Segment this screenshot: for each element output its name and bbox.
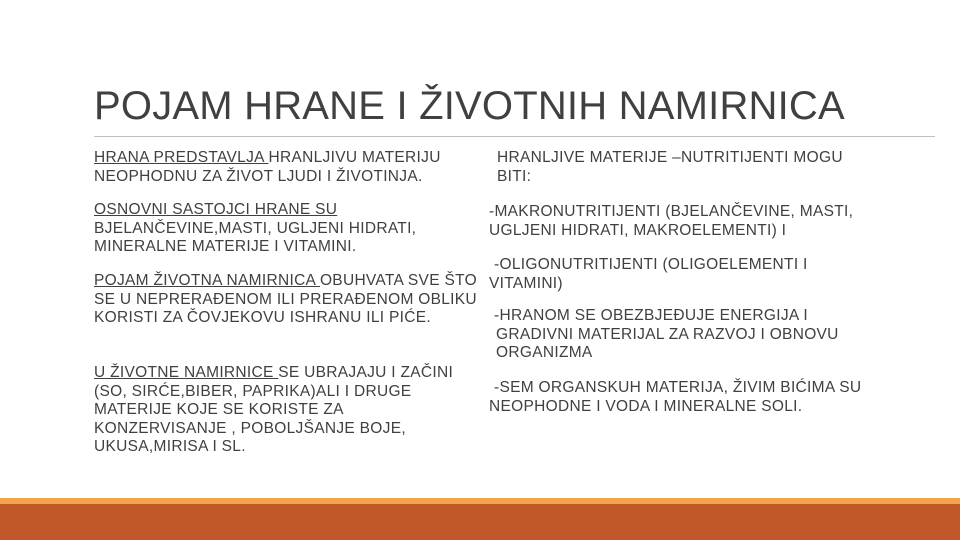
- term-zivotne-namirnice: U ŽIVOTNE NAMIRNICE: [94, 364, 279, 381]
- right-intro: HRANLJIVE MATERIJE –NUTRITIJENTI MOGU BITI:: [497, 149, 843, 185]
- title-divider: [94, 136, 935, 137]
- footer-bar: [0, 504, 960, 540]
- right-energy: -HRANOM SE OBEZBJEĐUJE ENERGIJA I GRADIVNI MATERIJAL ZA RAZVOJ I OBNOVU ORGANIZMA: [494, 307, 839, 361]
- term-hrana: HRANA PREDSTAVLJA: [94, 149, 269, 166]
- left-paragraph-4: [94, 364, 479, 457]
- left-paragraph-1: [94, 149, 474, 186]
- slide-title: POJAM HRANE I ŽIVOTNIH NAMIRNICA: [94, 84, 845, 128]
- term-namirnica: POJAM ŽIVOTNA NAMIRNICA: [94, 272, 320, 289]
- definition-hrana: HRANLJIVU MATERIJU NEOPHODNU ZA ŽIVOT LJUDI I ŽIVOTINJA.: [94, 149, 441, 185]
- right-water-minerals: -SEM ORGANSKUH MATERIJA, ŽIVIM BIĆIMA SU NEOPHODNE I VODA I MINERALNE SOLI.: [489, 379, 862, 415]
- term-sastojci: OSNOVNI SASTOJCI HRANE SU: [94, 201, 338, 218]
- right-micronutrients: -OLIGONUTRITIJENTI (OLIGOELEMENTI I VITAMINI): [489, 256, 808, 292]
- left-paragraph-2: [94, 201, 464, 257]
- definition-zivotne-namirnice: SE UBRAJAJU I ZAČINI (SO, SIRĆE,BIBER, PAPRIKA)ALI I DRUGE MATERIJE KOJE SE KORISTE ZA KONZERVISANJE , POBOLJŠANJE BOJE, UKUSA,MIRISA I SL.: [94, 364, 454, 455]
- left-paragraph-3: [94, 272, 479, 328]
- definition-namirnica: OBUHVATA SVE ŠTO SE U NEPRERAĐENOM ILI PRERAĐENOM OBLIKU KORISTI ZA ČOVJEKOVU ISHRANU ILI PIĆE.: [94, 272, 477, 326]
- definition-sastojci: BJELANČEVINE,MASTI, UGLJENI HIDRATI, MINERALNE MATERIJE I VITAMINI.: [94, 219, 417, 255]
- right-macronutrients: -MAKRONUTRITIJENTI (BJELANČEVINE, MASTI, UGLJENI HIDRATI, MAKROELEMENTI) I: [489, 203, 854, 239]
